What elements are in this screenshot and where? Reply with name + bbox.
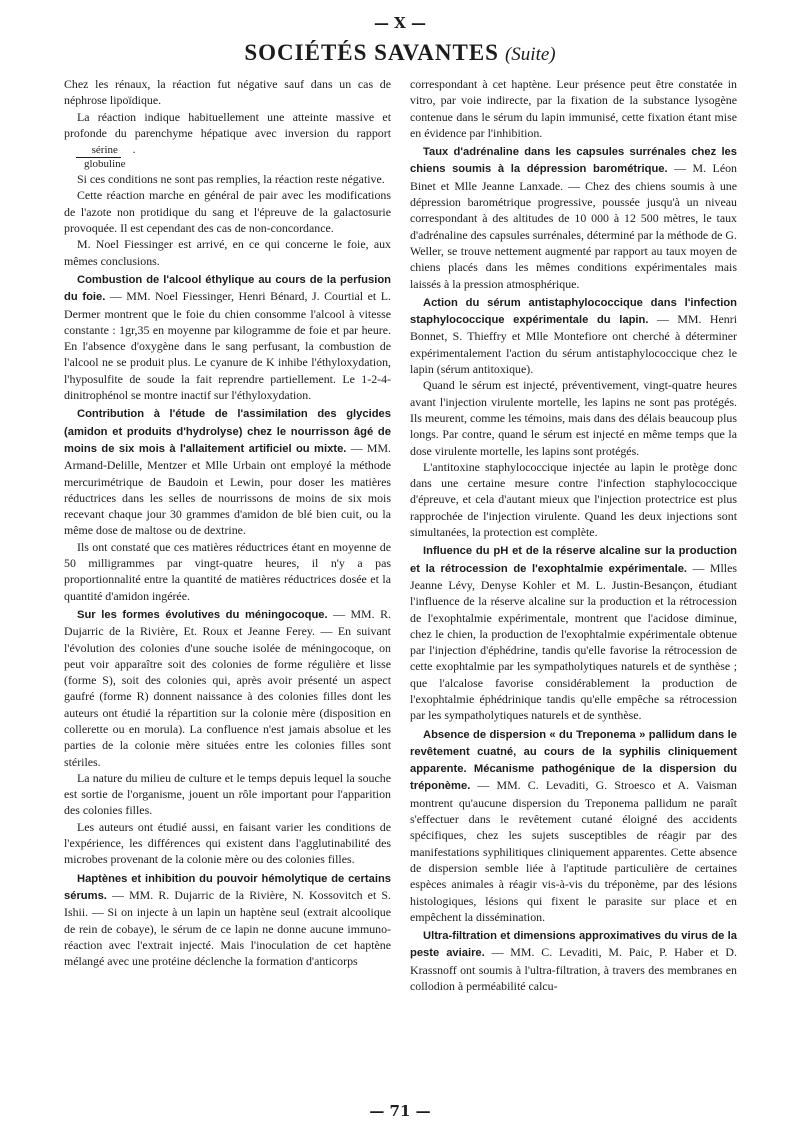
- paragraph: Si ces conditions ne sont pas remplies, la réaction reste négative.: [77, 172, 385, 187]
- paragraph: Chez les rénaux, la réaction fut négative sauf dans un cas de néphrose lipoïdique.: [64, 77, 391, 108]
- paragraph: L'antitoxine staphylococcique injectée au lapin le protège donc dans une certaine mesure contre l'infection staphylococcique d'épreuve, et cela d'autant mieux que l'injection protectrice est plus rapprochée de l'injection virulente. Quand les deux injections sont simultanées, la protection est complète.: [410, 459, 737, 540]
- paragraph: Quand le sérum est injecté, préventivement, vingt-quatre heures avant l'injection virulente mortelle, les lapins ne sont pas protégés. Ils meurent, comme les témoins, mais dans des délais beaucoup plus longs. Par contre, quand le sérum est injecté en même temps que la dose virulente mortelle, les lapins sont protégés.: [410, 378, 737, 458]
- section-title: Haptènes et inhibition du pouvoir hémolytique de certains sérums.: [64, 872, 391, 902]
- section-title: Contribution à l'étude de l'assimilation des glycides (amidon et produits d'hydrolyse) chez le nourrisson âgé de moins de six mois à l'allaitement artificiel ou mixte.: [64, 408, 391, 455]
- section-body: — MM. C. Levaditi, M. Paic, P. Haber et D. Krassnoff ont soumis à l'ultra-filtration, à travers des membranes en collodion à perméabilité calcu-: [410, 945, 737, 994]
- section-haptenes: [64, 870, 391, 970]
- section-body: — MM. Noel Fiessinger, Henri Bénard, J. Courtial et L. Dermer montrent que le foie du chien consomme l'alcool à vitesse constante : 1gr,35 en moyenne par kilogramme de foie et par heure. En l'absence d'oxygène dans le sang perfusant, la combustion de l'alcool ne se produit plus. Le cyanure de K inhibe l'éthyloxydation, l'hyposulfite de soude la fait reprendre partiellement. Le 1-2-4-dinitrophénol se montre inactif sur l'éthyloxydation.: [64, 289, 391, 403]
- section-title: Influence du pH et de la réserve alcaline sur la production et la rétrocession de l'exophtalmie expérimentale.: [410, 545, 737, 575]
- left-column: [64, 76, 391, 1116]
- section-antistaphylococcique: [410, 294, 737, 377]
- fraction-numerator: sérine: [76, 144, 121, 158]
- heading-suite: (Suite): [504, 44, 556, 65]
- section-body: — MM. Armand-Delille, Mentzer et Mlle Urbain ont employé la méthode mercurimétrique de Baudoin et Lewin, pour doser les matières réductrices dans les selles de nourrissons de moins de six mois recevant chaque jour 30 grammes d'amidon de blé bien cuit, ou la même dose de maltose ou de dextrine.: [64, 440, 391, 538]
- section-adrenaline: [410, 143, 737, 292]
- section-title: Combustion de l'alcool éthylique au cours de la perfusion du foie.: [64, 273, 391, 304]
- section-alcool: [64, 271, 391, 403]
- heading-title: SOCIÉTÉS SAVANTES: [244, 40, 499, 65]
- paragraph: Ils ont constaté que ces matières réductrices étant en moyenne de 50 milligrammes par vingt-quatre heures, il n'y a pas proportionnalité entre la quantité de matières réductrices dosée et la quantité d'amidon ingérée.: [64, 539, 391, 603]
- paragraph: [64, 109, 391, 172]
- section-exophtalmie: [410, 542, 737, 723]
- paragraph: Les auteurs ont étudié aussi, en faisant varier les conditions de l'expérience, les différences qui existent dans l'agglutinabilité des microbes provenant de la colonie mère ou des colonies filles.: [64, 819, 391, 867]
- section-body: — Mlles Jeanne Lévy, Denyse Kohler et M. L. Justin-Besançon, étudiant l'influence de la réserve alcaline sur la production et la rétrocession de l'exophtalmie expérimentale, montrent que l'acidose diminue, chez le chien, la production de l'exophtalmie expérimentale obtenue par l'injection d'éphédrine, tandis qu'elle favorise la rétrocession de cette exophtalmie par les sympatholytiques naturels et de synthèse ; que l'alcalose favorise considérablement la production de l'exophtalmie éphédrinique tandis qu'elle empêche sa rétrocession par les sympatholytiques naturels et de synthèse.: [410, 560, 737, 723]
- page-number: — 71 —: [369, 1102, 431, 1120]
- section-meningocoque: [64, 606, 391, 770]
- section-title: Ultra-filtration et dimensions approximatives du virus de la peste aviaire.: [410, 930, 737, 960]
- section-title: Absence de dispersion « du Treponema » pallidum dans le revêtement cuatné, au cours de la syphilis cliniquement apparente. Mécanisme pathogénique de la dispersion du tréponème.: [410, 728, 737, 793]
- ratio-fraction: [68, 144, 129, 171]
- section-title: Sur les formes évolutives du méningocoque.: [77, 608, 328, 621]
- section-body: — M. Léon Binet et Mlle Jeanne Lanxade. — Chez des chiens soumis à une dépression barométrique progressive, poussée jusqu'à un niveau correspondant à des altitudes de 10 000 à 12 500 mètres, le taux d'adrénaline des capsules surrénales, déterminé par la méthode de G. Weller, se trouve nettement augmenté par rapport au taux moyen de chiens placés dans les mêmes conditions expérimentales mais laissés à la pression atmosphérique.: [410, 161, 737, 291]
- fraction-denominator: globuline: [84, 158, 126, 171]
- section-glycides: [64, 405, 391, 538]
- section-body: — MM. R. Dujarric de la Rivière, N. Kossovitch et S. Ishii. — Si on injecte à un lapin un haptène seul (extrait alcoolique de rein de cobaye), le sérum de ce lapin ne donne aucune immuno-réaction avec l'extrait injecté. Mais l'inoculation de cet haptène mélangé avec une protéine déclenche la formation d'anticorps: [64, 887, 391, 969]
- right-column: [410, 76, 737, 1116]
- section-body: — MM. Henri Bonnet, S. Thieffry et Mlle Montefiore ont cherché à déterminer expérimentalement l'action du sérum antistaphylococcique chez le lapin (sérum antitoxique).: [410, 312, 737, 377]
- paragraph: correspondant à cet haptène. Leur présence peut être constatée in vitro, par voie indirecte, par la fixation de la substance lysogène contenue dans le sérum du lapin immunisé, cette fixation étant mise en évidence par l'inhibition.: [410, 77, 737, 140]
- section-treponema: [410, 726, 737, 926]
- section-title: Taux d'adrénaline dans les capsules surrénales chez les chiens soumis à la dépression barométrique.: [410, 146, 737, 176]
- fraction-end: .: [132, 142, 136, 157]
- section-title: Action du sérum antistaphylococcique dans l'infection staphylococcique expérimentale du lapin.: [410, 296, 737, 327]
- paragraph: M. Noel Fiessinger est arrivé, en ce qui concerne le foie, aux mêmes conclusions.: [64, 237, 391, 268]
- page-roman-numeral: — X —: [373, 14, 427, 32]
- page-heading: [0, 40, 800, 66]
- paragraph: Cette réaction marche en général de pair avec les modifications de l'azote non protidique du sang et l'épreuve de la galactosurie provoquée. Il est cependant des cas de non-concordance.: [64, 188, 391, 236]
- section-body: — MM. C. Levaditi, G. Stroesco et A. Vaisman montrent qu'aucune dispersion du Treponema pallidum ne paraît s'effectuer dans le revêtement cutané éloigné des accidents spécifiques, chez les sujets susceptibles de réagir par des manifestations syphilitiques cliniquement apparentes. Cette absence de dispersion semble liée à l'aptitude particulière de certaines espèces animales à réagir vis-à-vis du tréponème, par des lésions histologiques, lésions qui fixent le parasite sur place et en empêchent la dissémination.: [410, 778, 737, 924]
- paragraph-text: La réaction indique habituellement une atteinte massive et profonde du parenchyme hépatique avec inversion du rapport: [64, 109, 391, 140]
- section-peste-aviaire: [410, 927, 737, 994]
- section-body: — MM. R. Dujarric de la Rivière, Et. Roux et Jeanne Ferey. — En suivant l'évolution des colonies d'une souche isolée de méningocoque, on peut voir apparaître soit des colonies de forme régulière et lisse (forme S), soit des colonies qui, après avoir présenté un aspect gaufré (forme R) donnent naissance à des colonies filles dont les auteurs ont étudié la répartition sur la colonie mère (disposition en collerette ou en morula). La confluence n'est jamais absolue et les parties de la colonie mère situées entre les colonies filles sont stériles.: [64, 606, 391, 769]
- paragraph: La nature du milieu de culture et le temps depuis lequel la souche est sortie de l'organisme, jouent un rôle important pour l'apparition des colonies filles.: [64, 770, 391, 818]
